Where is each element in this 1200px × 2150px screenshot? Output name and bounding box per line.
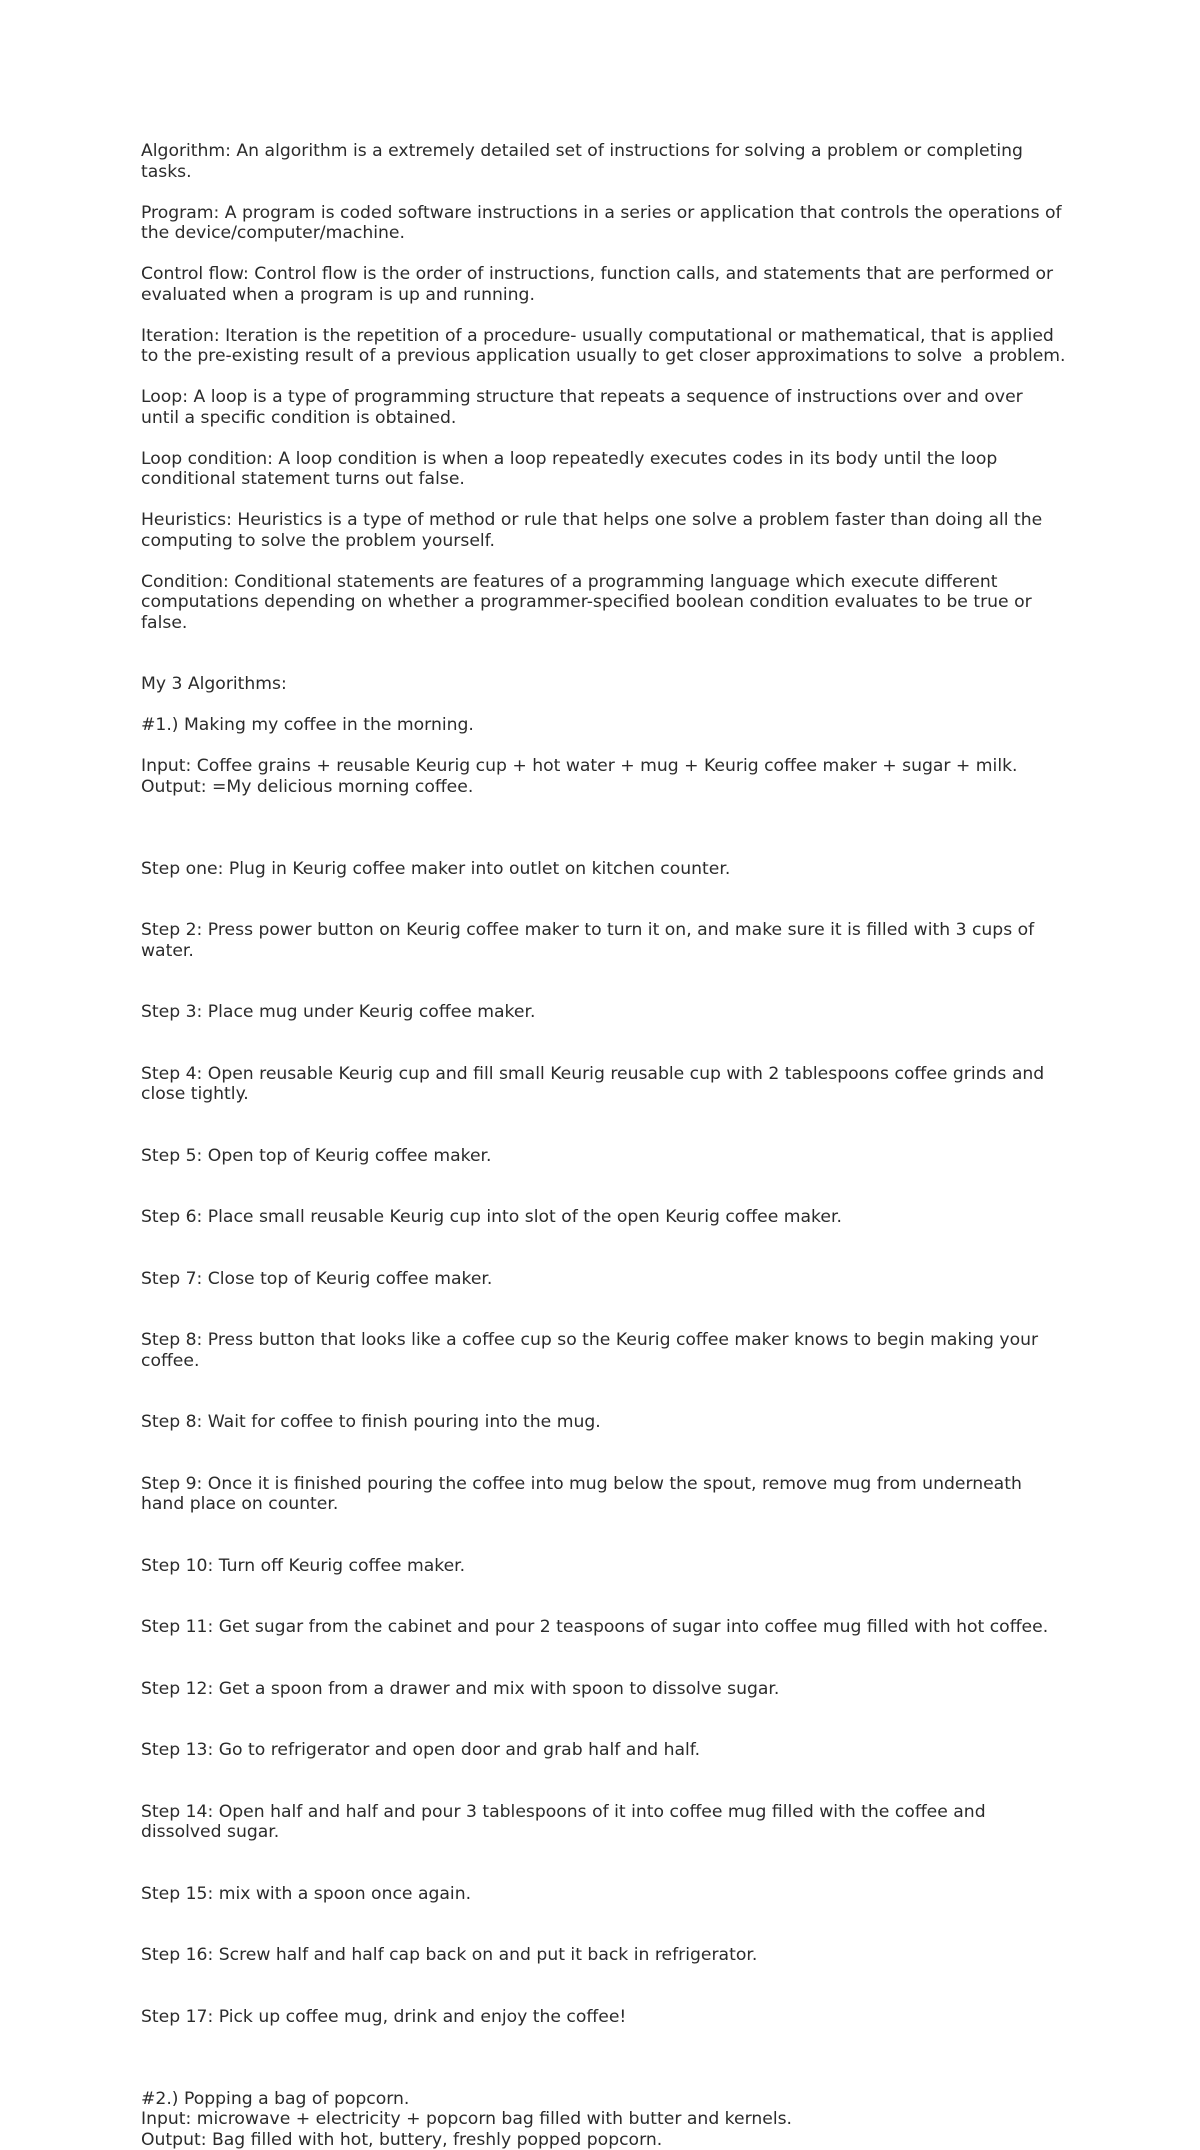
step-item: Step 6: Place small reusable Keurig cup into slot of the open Keurig coffee maker.	[141, 1207, 1066, 1228]
step-item: Step 13: Go to refrigerator and open door and grab half and half.	[141, 1740, 1066, 1761]
step-item: Step one: Plug in Keurig coffee maker into outlet on kitchen counter.	[141, 859, 1066, 880]
step-item: Step 15: mix with a spoon once again.	[141, 1884, 1066, 1905]
definition-loop: Loop: A loop is a type of programming structure that repeats a sequence of instructions over and over until a specific condition is obtained.	[141, 387, 1066, 428]
spacer	[141, 654, 1066, 675]
document-page	[141, 141, 1066, 2150]
algorithm2-input: Input: microwave + electricity + popcorn bag filled with butter and kernels.	[141, 2109, 1066, 2130]
step-item: Step 5: Open top of Keurig coffee maker.	[141, 1146, 1066, 1167]
step-item: Step 12: Get a spoon from a drawer and mix with spoon to dissolve sugar.	[141, 1679, 1066, 1700]
algorithm1-input: Input: Coffee grains + reusable Keurig cup + hot water + mug + Keurig coffee maker + sugar + milk.	[141, 756, 1066, 777]
definition-control-flow: Control flow: Control flow is the order of instructions, function calls, and statements that are performed or evaluated when a program is up and running.	[141, 264, 1066, 305]
step-item: Step 7: Close top of Keurig coffee maker.	[141, 1269, 1066, 1290]
definition-condition: Condition: Conditional statements are features of a programming language which execute different computations depending on whether a programmer-specified boolean condition evaluates to be true or false.	[141, 572, 1066, 634]
step-item: Step 8: Press button that looks like a coffee cup so the Keurig coffee maker knows to begin making your coffee.	[141, 1330, 1066, 1371]
algorithms-heading: My 3 Algorithms:	[141, 674, 1066, 695]
definition-algorithm: Algorithm: An algorithm is a extremely detailed set of instructions for solving a problem or completing tasks.	[141, 141, 1066, 182]
step-item: Step 16: Screw half and half cap back on and put it back in refrigerator.	[141, 1945, 1066, 1966]
step-item: Step 17: Pick up coffee mug, drink and enjoy the coffee!	[141, 2007, 1066, 2028]
algorithm2-title: #2.) Popping a bag of popcorn.	[141, 2089, 1066, 2110]
step-item: Step 4: Open reusable Keurig cup and fill small Keurig reusable cup with 2 tablespoons coffee grinds and close tightly.	[141, 1064, 1066, 1105]
step-item: Step 8: Wait for coffee to finish pouring into the mug.	[141, 1412, 1066, 1433]
definition-heuristics: Heuristics: Heuristics is a type of method or rule that helps one solve a problem faster than doing all the computing to solve the problem yourself.	[141, 510, 1066, 551]
definition-iteration: Iteration: Iteration is the repetition of a procedure- usually computational or mathematical, that is applied to the pre-existing result of a previous application usually to get closer approximations to solve a problem.	[141, 326, 1066, 367]
step-item: Step 3: Place mug under Keurig coffee maker.	[141, 1002, 1066, 1023]
algorithm1-steps	[141, 818, 1066, 2069]
algorithm1-title: #1.) Making my coffee in the morning.	[141, 715, 1066, 736]
definition-program: Program: A program is coded software instructions in a series or application that controls the operations of the device/computer/machine.	[141, 203, 1066, 244]
step-item: Step 14: Open half and half and pour 3 tablespoons of it into coffee mug filled with the coffee and dissolved sugar.	[141, 1802, 1066, 1843]
algorithm2-output: Output: Bag filled with hot, buttery, freshly popped popcorn.	[141, 2130, 1066, 2150]
step-item: Step 10: Turn off Keurig coffee maker.	[141, 1556, 1066, 1577]
step-item: Step 2: Press power button on Keurig coffee maker to turn it on, and make sure it is filled with 3 cups of water.	[141, 920, 1066, 961]
definition-loop-condition: Loop condition: A loop condition is when a loop repeatedly executes codes in its body until the loop conditional statement turns out false.	[141, 449, 1066, 490]
step-item: Step 11: Get sugar from the cabinet and pour 2 teaspoons of sugar into coffee mug filled with hot coffee.	[141, 1617, 1066, 1638]
algorithm1-output: Output: =My delicious morning coffee.	[141, 777, 1066, 798]
step-item: Step 9: Once it is finished pouring the coffee into mug below the spout, remove mug from underneath hand place on counter.	[141, 1474, 1066, 1515]
